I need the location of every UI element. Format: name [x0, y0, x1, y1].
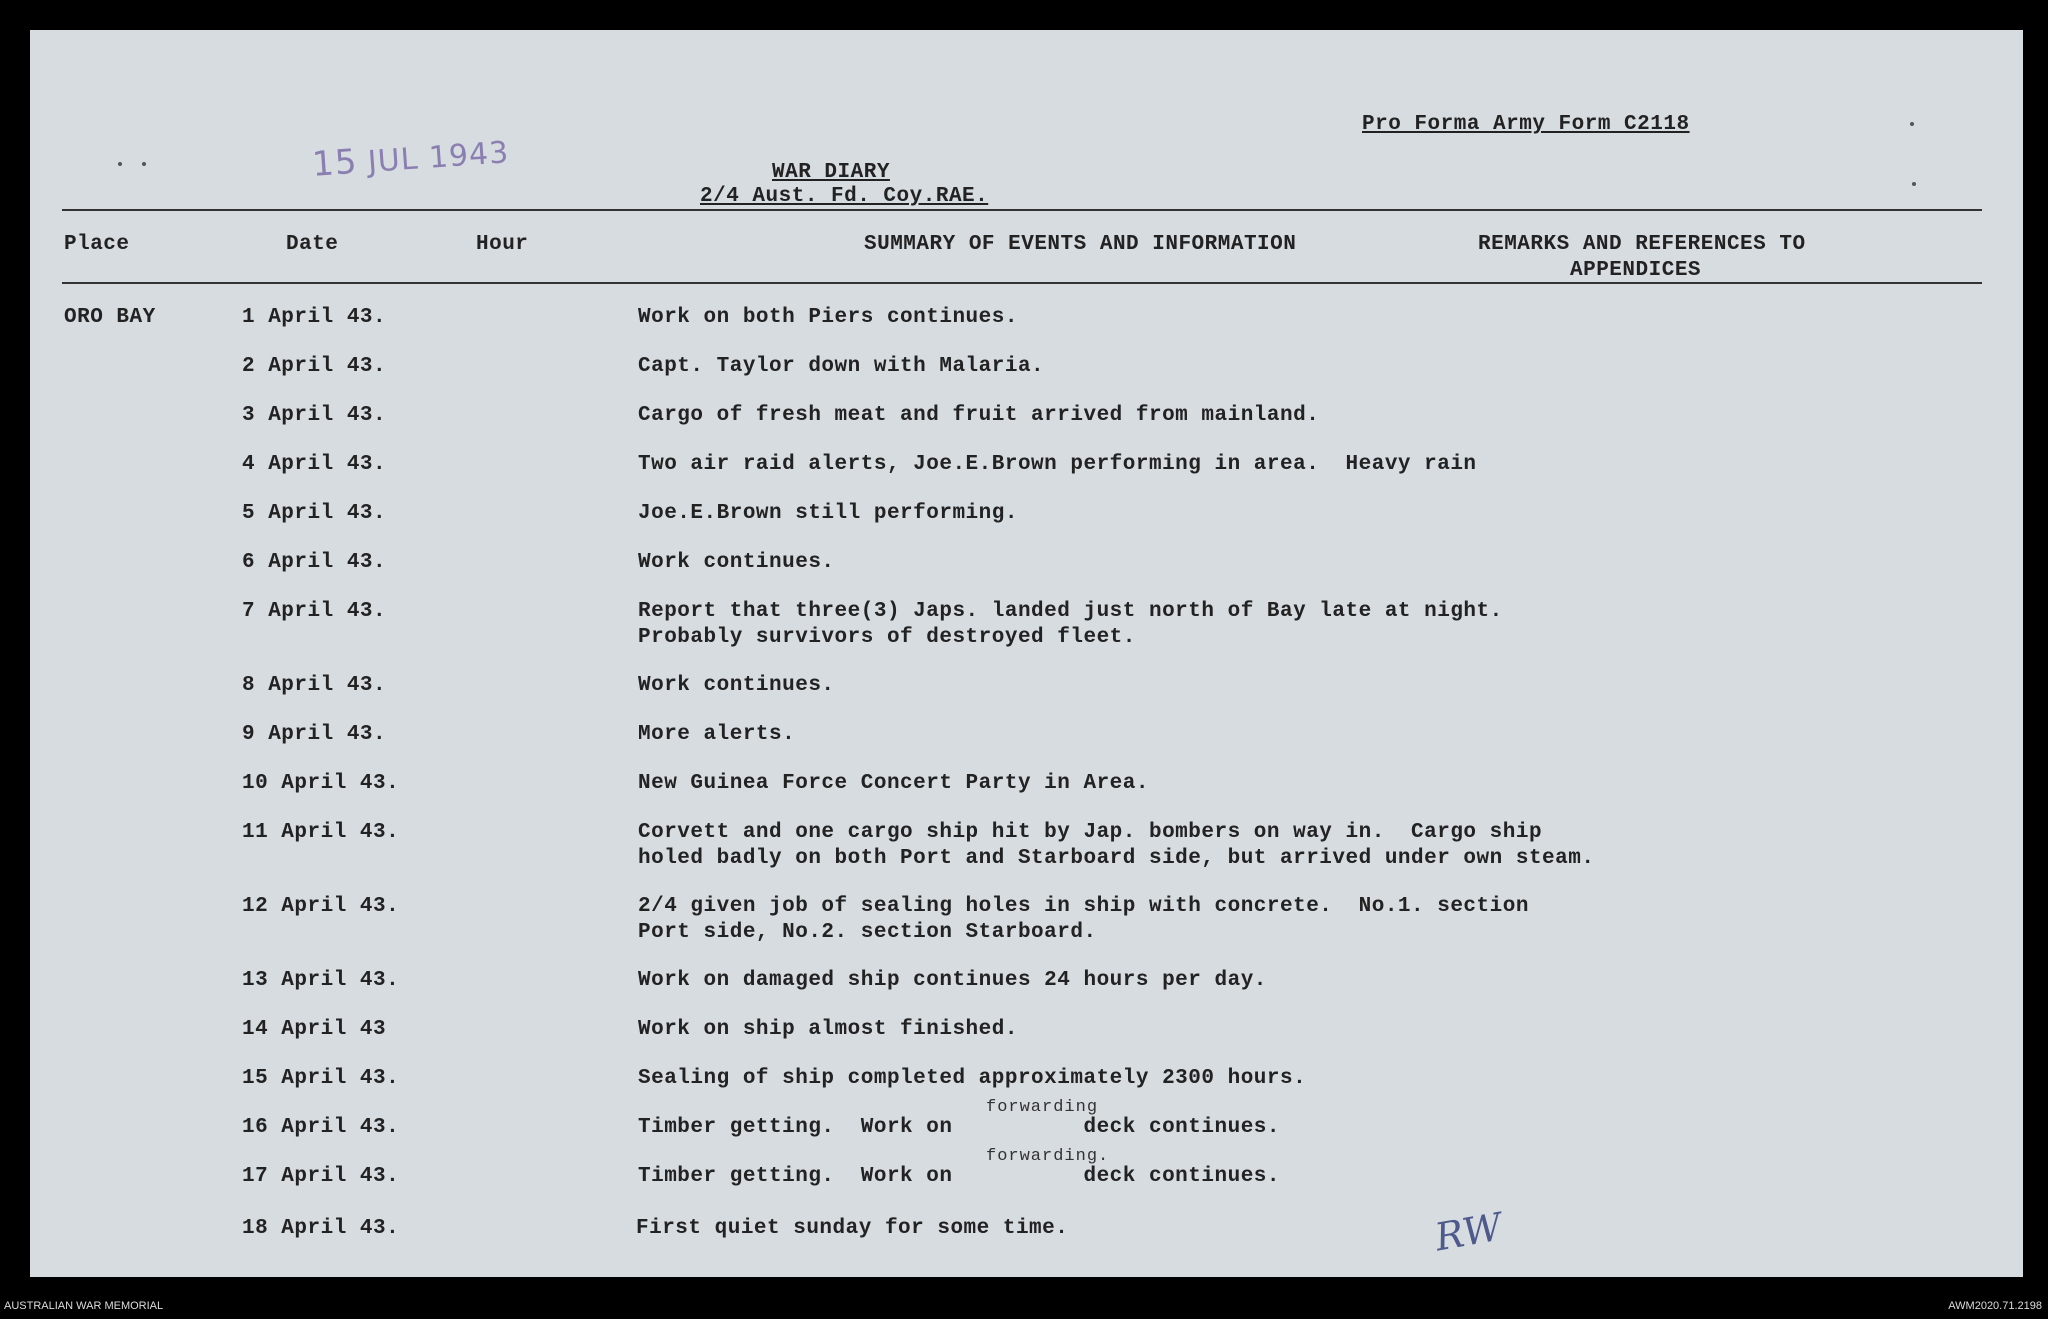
- diary-entry: [30, 550, 2023, 604]
- header-bottom-rule: [62, 282, 1982, 284]
- diary-entry: [30, 968, 2023, 1022]
- entry-date: 2 April 43.: [242, 355, 387, 378]
- entry-date: 4 April 43.: [242, 453, 387, 476]
- entry-date: 10 April 43.: [242, 772, 400, 795]
- entry-text: Joe.E.Brown still performing.: [638, 502, 1018, 525]
- entry-date: 1 April 43.: [242, 306, 387, 329]
- entry-date: 6 April 43.: [242, 551, 387, 574]
- entry-date: 18 April 43.: [242, 1217, 400, 1240]
- diary-entry: [30, 1164, 2023, 1218]
- punch-mark: [118, 162, 122, 166]
- entry-text: Work on ship almost finished.: [638, 1018, 1018, 1041]
- entry-text: Timber getting. Work on deck continues.: [638, 1116, 1281, 1139]
- punch-mark: [142, 162, 146, 166]
- entry-date: 5 April 43.: [242, 502, 387, 525]
- diary-entry: [30, 452, 2023, 506]
- entry-date: 9 April 43.: [242, 723, 387, 746]
- entry-date: 12 April 43.: [242, 895, 400, 918]
- diary-entry: [30, 820, 2023, 874]
- entry-text: Capt. Taylor down with Malaria.: [638, 355, 1045, 378]
- column-header-remarks-cont: APPENDICES: [1570, 259, 1702, 282]
- entry-text: Two air raid alerts, Joe.E.Brown performing in area. Heavy rain: [638, 453, 1477, 476]
- entry-date: 14 April 43: [242, 1018, 387, 1041]
- header-top-rule: [62, 209, 1982, 211]
- entry-place: ORO BAY: [64, 306, 156, 329]
- unit-name: 2/4 Aust. Fd. Coy.RAE.: [700, 185, 989, 208]
- handwritten-initials: RW: [1431, 1204, 1506, 1260]
- form-reference: Pro Forma Army Form C2118: [1362, 113, 1690, 136]
- diary-entry: [30, 722, 2023, 776]
- column-header-hour: Hour: [476, 233, 529, 256]
- entry-text: Work continues.: [638, 674, 835, 697]
- interlinear-correction: forwarding.: [986, 1147, 1110, 1166]
- entry-date: 13 April 43.: [242, 969, 400, 992]
- entry-text: More alerts.: [638, 723, 796, 746]
- entry-text: Report that three(3) Japs. landed just north of Bay late at night. Probably survivors of destroyed fleet.: [638, 600, 1503, 649]
- column-header-place: Place: [64, 233, 130, 256]
- column-header-remarks: REMARKS AND REFERENCES TO: [1478, 233, 1806, 256]
- date-stamp: 15 JUL 1943: [310, 135, 511, 185]
- diary-entry: [30, 1216, 2023, 1270]
- diary-entry: [30, 403, 2023, 457]
- entry-date: 7 April 43.: [242, 600, 387, 623]
- interlinear-correction: forwarding: [986, 1098, 1099, 1117]
- entry-text: Work continues.: [638, 551, 835, 574]
- entry-text: New Guinea Force Concert Party in Area.: [638, 772, 1149, 795]
- entry-date: 17 April 43.: [242, 1165, 400, 1188]
- diary-entry: [30, 305, 2023, 359]
- punch-mark: [1910, 122, 1914, 126]
- document-page: [30, 30, 2023, 1277]
- diary-entry: [30, 599, 2023, 653]
- document-title: WAR DIARY: [772, 161, 890, 184]
- entry-date: 8 April 43.: [242, 674, 387, 697]
- column-header-date: Date: [286, 233, 339, 256]
- entry-text: Work on both Piers continues.: [638, 306, 1018, 329]
- footer-left: AUSTRALIAN WAR MEMORIAL: [4, 1300, 164, 1312]
- entry-date: 11 April 43.: [242, 821, 400, 844]
- entry-text: Corvett and one cargo ship hit by Jap. bombers on way in. Cargo ship holed badly on both Port and Starboard side, but arrived under own steam.: [638, 821, 1595, 870]
- entry-date: 15 April 43.: [242, 1067, 400, 1090]
- footer-right: AWM2020.71.2198: [1948, 1300, 2042, 1312]
- entry-date: 16 April 43.: [242, 1116, 400, 1139]
- entry-text: Work on damaged ship continues 24 hours per day.: [638, 969, 1267, 992]
- entry-text: 2/4 given job of sealing holes in ship with concrete. No.1. section Port side, No.2. section Starboard.: [638, 895, 1529, 944]
- punch-mark: [1912, 182, 1916, 186]
- entry-text: Timber getting. Work on deck continues.: [638, 1165, 1281, 1188]
- diary-entry: [30, 1017, 2023, 1071]
- column-header-summary: SUMMARY OF EVENTS AND INFORMATION: [864, 233, 1297, 256]
- diary-entry: [30, 771, 2023, 825]
- diary-entry: [30, 354, 2023, 408]
- diary-entry: [30, 894, 2023, 948]
- entry-date: 3 April 43.: [242, 404, 387, 427]
- diary-entry: [30, 673, 2023, 727]
- entry-text: Sealing of ship completed approximately 2300 hours.: [638, 1067, 1307, 1090]
- entry-text: First quiet sunday for some time.: [636, 1217, 1069, 1240]
- entry-text: Cargo of fresh meat and fruit arrived from mainland.: [638, 404, 1320, 427]
- diary-entry: [30, 501, 2023, 555]
